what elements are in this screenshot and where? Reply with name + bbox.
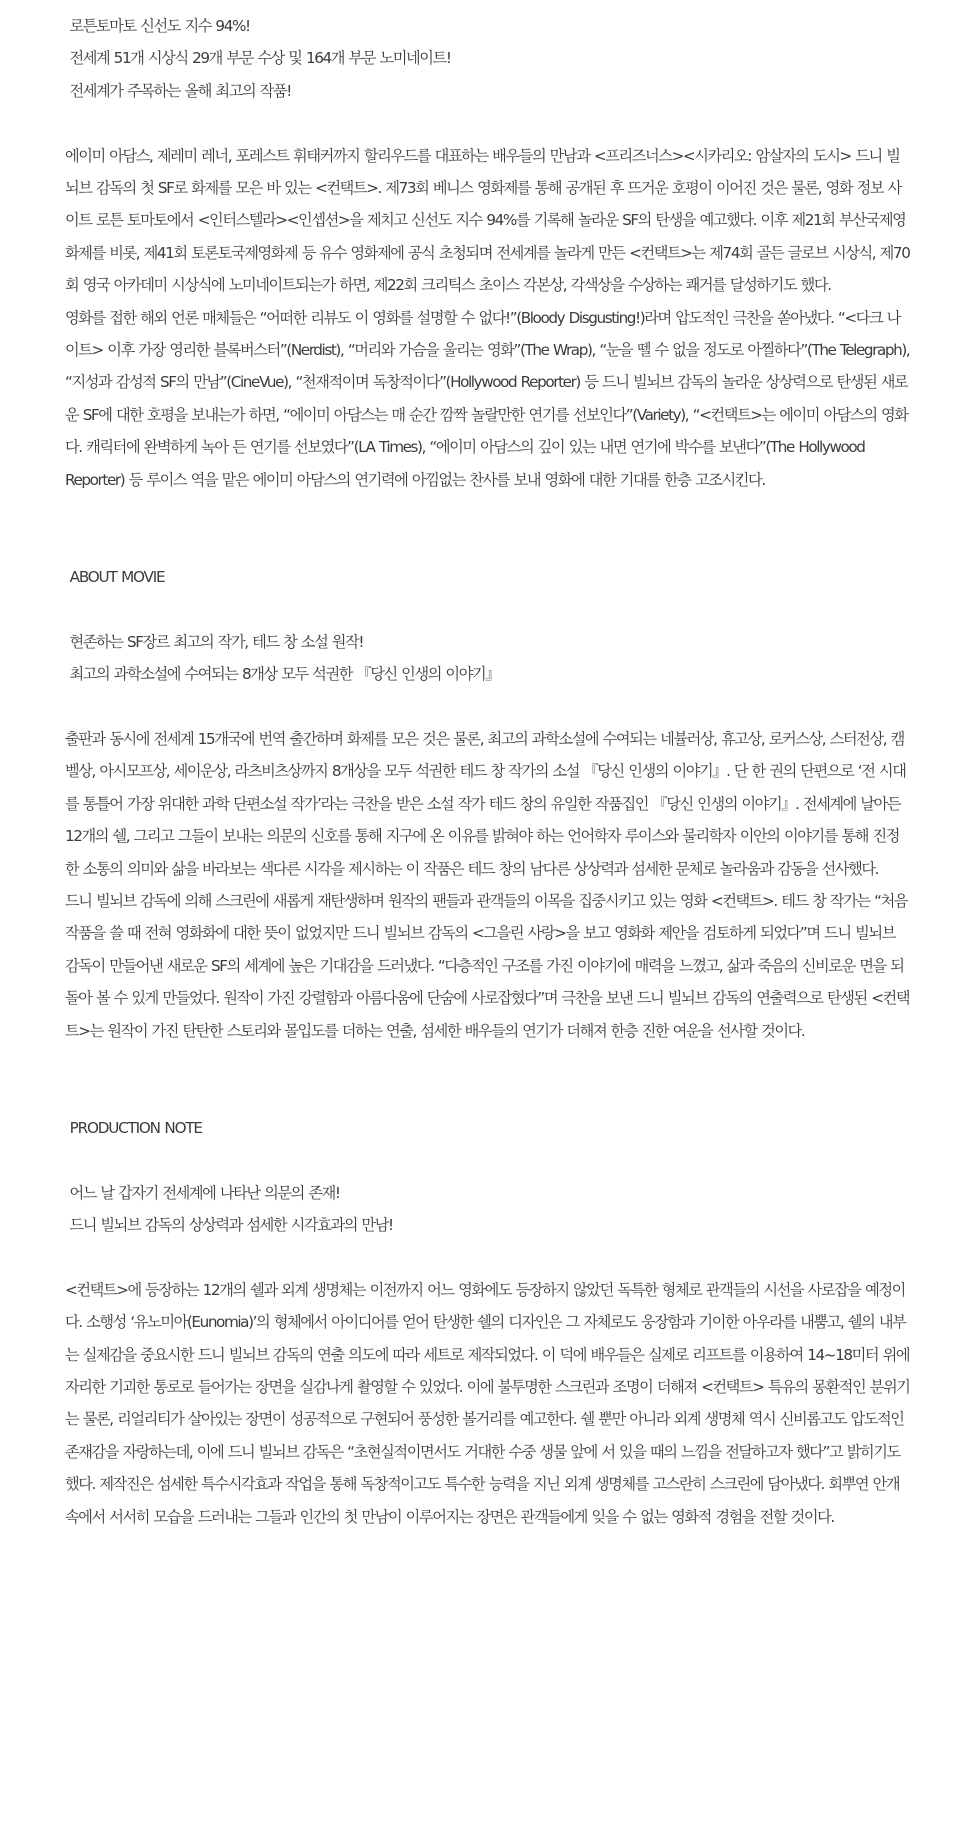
- spacer: [65, 1047, 910, 1112]
- intro-line: 전세계가 주목하는 올해 최고의 작품!: [65, 81, 291, 100]
- article-body: [65, 10, 910, 1533]
- intro-paragraph: 영화를 접한 해외 언론 매체들은 “어떠한 리뷰도 이 영화를 설명할 수 없다!”(Bloody Disgusting!)라며 압도적인 극찬을 쏟아냈다. “<다크 나이트> 이후 가장 영리한 블록버스터”(Nerdist), “머리와 가슴을 울리는 영화”(The Wrap), “눈을 뗄 수 없을 정도로 아찔하다”(The Telegraph), “지성과 감성적 SF의 만남”(CineVue), “천재적이며 독창적이다”(Hollywood Reporter) 등 드니 빌뇌브 감독의 놀라운 상상력으로 탄생된 새로운 SF에 대한 호평을 보내는가 하면, “에이미 아담스는 매 순간 깜짝 놀랄만한 연기를 선보인다”(Variety), “<컨택트>는 에이미 아담스의 영화다. 캐릭터에 완벽하게 녹아 든 연기를 선보였다”(LA Times), “에이미 아담스의 깊이 있는 내면 연기에 박수를 보낸다”(The Hollywood Reporter) 등 루이스 역을 맡은 에이미 아담스의 연기력에 아낌없는 찬사를 보내 영화에 대한 기대를 한층 고조시킨다.: [65, 308, 910, 489]
- spacer: [65, 107, 910, 139]
- about-paragraph: 출판과 동시에 전세계 15개국에 번역 출간하며 화제를 모은 것은 물론, 최고의 과학소설에 수여되는 네뷸러상, 휴고상, 로커스상, 스터전상, 캠벨상, 아시모프상, 세이운상, 라츠비츠상까지 8개상을 모두 석권한 테드 창 작가의 소설 『당신 인생의 이야기』. 단 한 권의 단편으로 ‘전 시대를 통틀어 가장 위대한 과학 단편소설 작가’라는 극찬을 받은 소설 작가 테드 창의 유일한 작품집인 『당신 인생의 이야기』. 전세계에 날아든 12개의 쉘, 그리고 그들이 보내는 의문의 신호를 통해 지구에 온 이유를 밝혀야 하는 언어학자 루이스와 물리학자 이안의 이야기를 통해 진정한 소통의 의미와 삶을 바라보는 색다른 시각을 제시하는 이 작품은 테드 창의 남다른 상상력과 섬세한 문체로 놀라움과 감동을 선사했다.: [65, 729, 906, 878]
- section-heading-production-note: PRODUCTION NOTE: [65, 1118, 202, 1137]
- production-tagline: 드니 빌뇌브 감독의 상상력과 섬세한 시각효과의 만남!: [65, 1215, 393, 1234]
- intro-line: 전세계 51개 시상식 29개 부문 수상 및 164개 부문 노미네이트!: [65, 49, 451, 68]
- spacer: [65, 1144, 910, 1176]
- section-heading-about-movie: ABOUT MOVIE: [65, 567, 165, 586]
- spacer: [65, 593, 910, 625]
- about-tagline: 최고의 과학소설에 수여되는 8개상 모두 석권한 『당신 인생의 이야기』: [65, 665, 500, 684]
- spacer: [65, 1241, 910, 1273]
- spacer: [65, 496, 910, 561]
- about-tagline: 현존하는 SF장르 최고의 작가, 테드 창 소설 원작!: [65, 632, 364, 651]
- intro-line: 로튼토마토 신선도 지수 94%!: [65, 17, 250, 35]
- about-paragraph: 드니 빌뇌브 감독에 의해 스크린에 새롭게 재탄생하며 원작의 팬들과 관객들의 이목을 집중시키고 있는 영화 <컨택트>. 테드 창 작가는 “처음 작품을 쓸 때 전혀 영화화에 대한 뜻이 없었지만 드니 빌뇌브 감독의 <그을린 사랑>을 보고 영화화 제안을 검토하게 되었다”며 드니 빌뇌브 감독이 만들어낸 새로운 SF의 세계에 높은 기대감을 드러냈다. “다층적인 구조를 가진 이야기에 매력을 느꼈고, 삶과 죽음의 신비로운 면을 되돌아 볼 수 있게 만들었다. 원작이 가진 강렬함과 아름다움에 단숨에 사로잡혔다”며 극찬을 보낸 드니 빌뇌브 감독의 연출력으로 탄생된 <컨택트>는 원작이 가진 탄탄한 스토리와 몰입도를 더하는 연출, 섬세한 배우들의 연기가 더해져 한층 진한 여운을 선사할 것이다.: [65, 891, 910, 1040]
- production-tagline: 어느 날 갑자기 전세계에 나타난 의문의 존재!: [65, 1183, 340, 1202]
- intro-paragraph: 에이미 아담스, 제레미 레너, 포레스트 휘태커까지 할리우드를 대표하는 배우들의 만남과 <프리즈너스><시카리오: 암살자의 도시> 드니 빌뇌브 감독의 첫 SF로 화제를 모은 바 있는 <컨택트>. 제73회 베니스 영화제를 통해 공개된 후 뜨거운 호평이 이어진 것은 물론, 영화 정보 사이트 로튼 토마토에서 <인터스텔라><인셉션>을 제치고 신선도 지수 94%를 기록해 놀라운 SF의 탄생을 예고했다. 이후 제21회 부산국제영화제를 비롯, 제41회 토론토국제영화제 등 유수 영화제에 공식 초청되며 전세계를 놀라게 만든 <컨택트>는 제74회 골든 글로브 시상식, 제70회 영국 아카데미 시상식에 노미네이트되는가 하면, 제22회 크리틱스 초이스 각본상, 각색상을 수상하는 쾌거를 달성하기도 했다.: [65, 146, 910, 295]
- production-paragraph: <컨택트>에 등장하는 12개의 쉘과 외계 생명체는 이전까지 어느 영화에도 등장하지 않았던 독특한 형체로 관객들의 시선을 사로잡을 예정이다. 소행성 ‘유노미아(Eunomia)’의 형체에서 아이디어를 얻어 탄생한 쉘의 디자인은 그 자체로도 웅장함과 기이한 아우라를 내뿜고, 쉘의 내부는 실제감을 중요시한 드니 빌뇌브 감독의 연출 의도에 따라 세트로 제작되었다. 이 덕에 배우들은 실제로 리프트를 이용하여 14~18미터 위에 자리한 기괴한 통로로 들어가는 장면을 실감나게 촬영할 수 있었다. 이에 불투명한 스크린과 조명이 더해져 <컨택트> 특유의 몽환적인 분위기는 물론, 리얼리티가 살아있는 장면이 성공적으로 구현되어 풍성한 볼거리를 예고한다. 쉘 뿐만 아니라 외계 생명체 역시 신비롭고도 압도적인 존재감을 자랑하는데, 이에 드니 빌뇌브 감독은 “초현실적이면서도 거대한 수중 생물 앞에 서 있을 때의 느낌을 전달하고자 했다”고 밝히기도 했다. 제작진은 섬세한 특수시각효과 작업을 통해 독창적이고도 특수한 능력을 지닌 외계 생명체를 고스란히 스크린에 담아냈다. 회뿌연 안개 속에서 서서히 모습을 드러내는 그들과 인간의 첫 만남이 이루어지는 장면은 관객들에게 잊을 수 없는 영화적 경험을 전할 것이다.: [65, 1280, 910, 1526]
- spacer: [65, 690, 910, 722]
